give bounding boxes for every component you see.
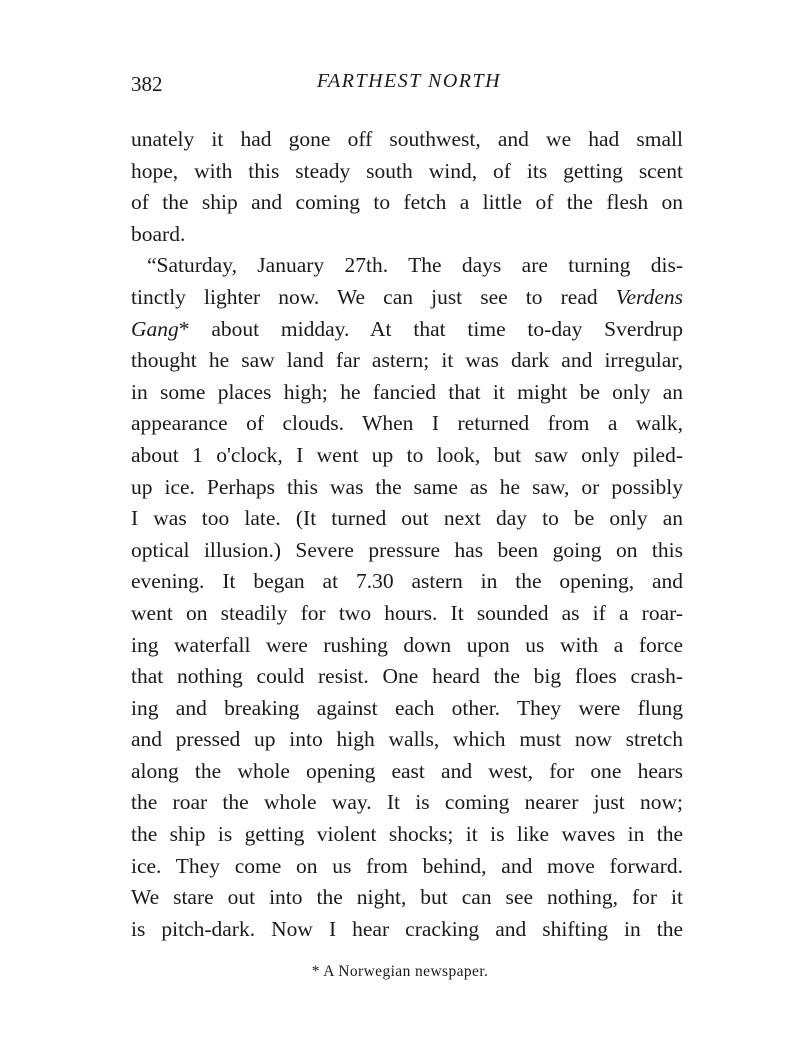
text-line: unately it had gone off southwest, and we had small <box>131 127 683 151</box>
footnote: * A Norwegian newspaper. <box>311 963 489 980</box>
text-line: of the ship and coming to fetch a little of the flesh on <box>131 190 683 215</box>
page-number: 382 <box>131 72 163 96</box>
text-line <box>131 314 683 346</box>
text-line: “Saturday, January 27th. The days are turning dis- <box>147 253 683 278</box>
text-line: up ice. Perhaps this was the same as he saw, or possibly <box>131 474 683 499</box>
text-line: board. <box>131 221 186 246</box>
newspaper-title: Gang <box>131 316 179 341</box>
text-line: in some places high; he fancied that it might be only an <box>131 379 683 404</box>
text-line: ice. They come on us from behind, and move forward. <box>131 853 683 878</box>
text-line: hope, with this steady south wind, of its getting scent <box>131 158 683 183</box>
text-line: that nothing could resist. One heard the big floes crash- <box>131 664 683 689</box>
text-line: ing and breaking against each other. They were flung <box>131 695 683 720</box>
text-line <box>131 282 683 314</box>
text-segment: * about midday. At that time to-day Sverdrup <box>178 316 683 341</box>
text-line: along the whole opening east and west, for one hears <box>131 758 683 783</box>
text-line: the ship is getting violent shocks; it is like waves in the <box>131 822 683 847</box>
text-line: about 1 o'clock, I went up to look, but saw only piled- <box>131 442 683 467</box>
text-line: We stare out into the night, but can see nothing, for it <box>131 885 683 910</box>
text-line: is pitch-dark. Now I hear cracking and shifting in the <box>131 916 683 941</box>
text-segment: tinctly lighter now. We can just see to read <box>131 284 598 309</box>
text-line: evening. It began at 7.30 astern in the opening, and <box>131 569 683 594</box>
text-line: optical illusion.) Severe pressure has been going on this <box>131 537 683 562</box>
text-line: ing waterfall were rushing down upon us with a force <box>131 632 683 657</box>
text-line: thought he saw land far astern; it was dark and irregular, <box>131 348 683 373</box>
running-head: FARTHEST NORTH <box>316 70 502 92</box>
text-line: the roar the whole way. It is coming nearer just now; <box>131 790 683 815</box>
text-line: and pressed up into high walls, which must now stretch <box>131 727 683 752</box>
text-line: went on steadily for two hours. It sounded as if a roar- <box>131 600 683 625</box>
text-line: I was too late. (It turned out next day to be only an <box>131 506 683 531</box>
body-text <box>131 124 683 945</box>
newspaper-title: Verdens <box>615 284 683 309</box>
text-line: appearance of clouds. When I returned from a walk, <box>131 411 683 436</box>
